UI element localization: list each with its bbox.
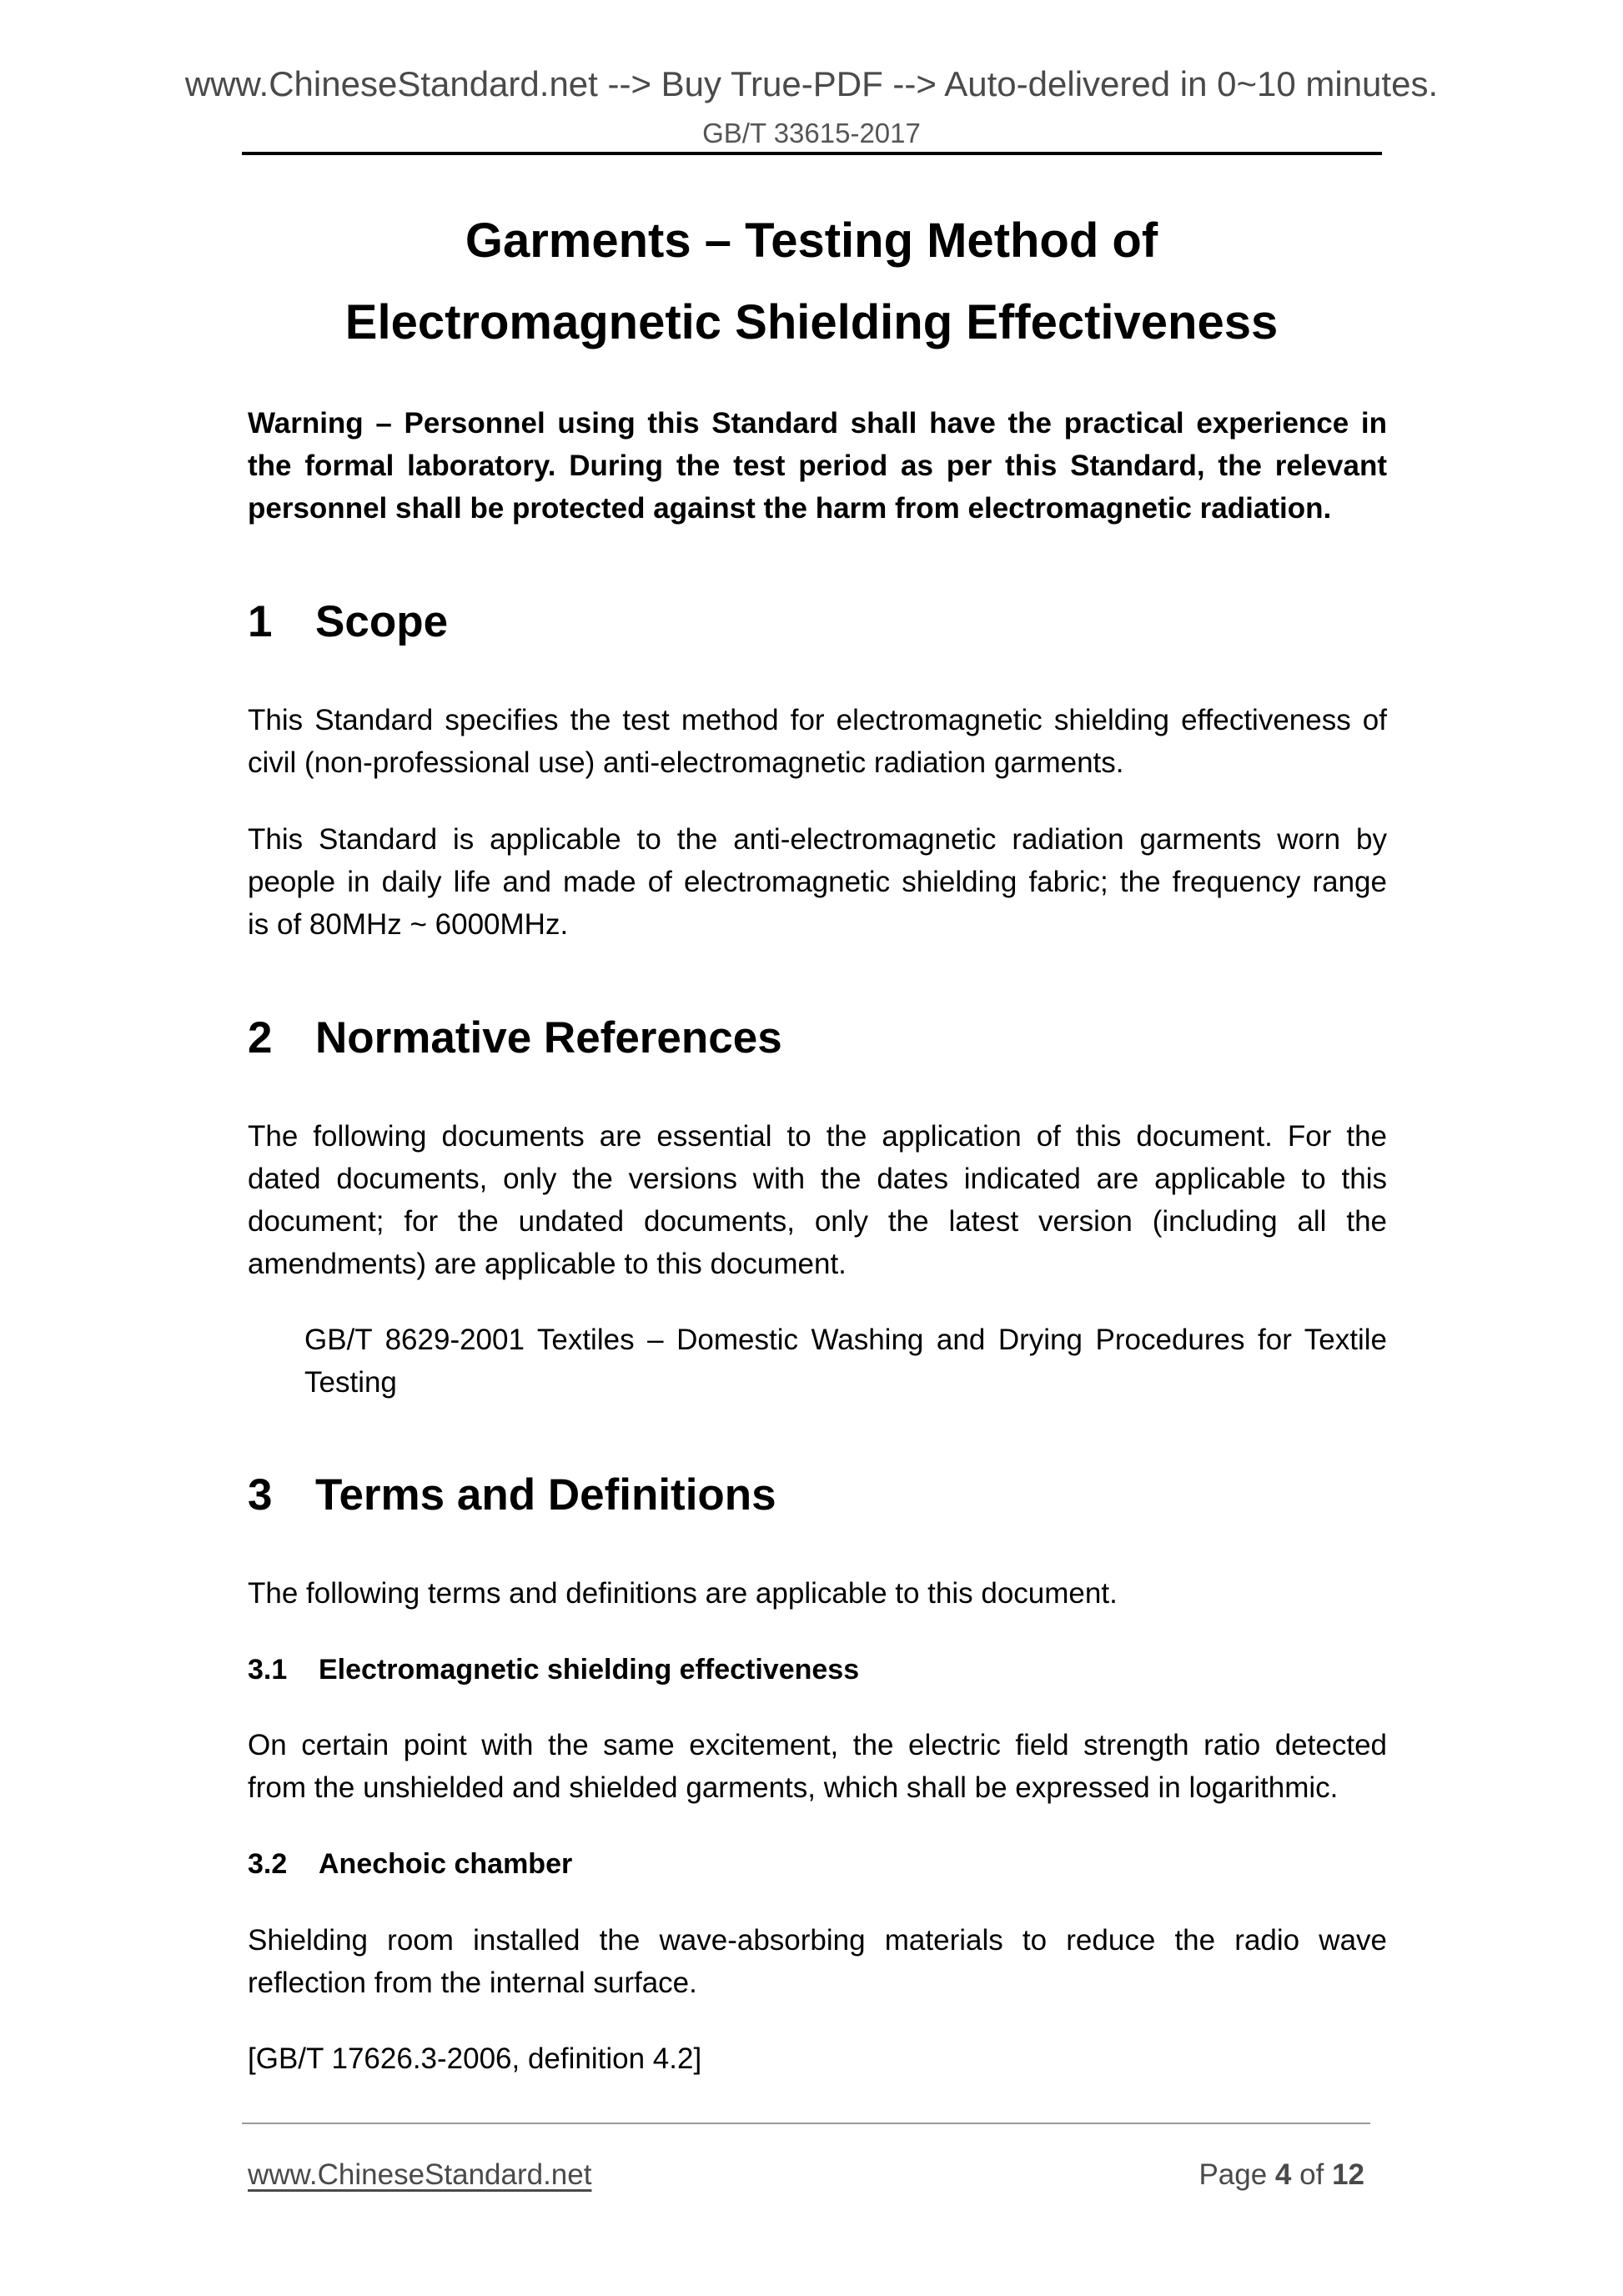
section-heading: Normative References (315, 1013, 782, 1063)
standard-code: GB/T 33615-2017 (702, 118, 921, 148)
warning-line: Warning – Personnel using this Standard shall have the practical experience in (248, 407, 1387, 440)
definition-source: [GB/T 17626.3-2006, definition 4.2] (248, 2042, 702, 2075)
paragraph-line: civil (non-professional use) anti-electromagnetic radiation garments. (248, 746, 1124, 779)
paragraph-line: dated documents, only the versions with the dates indicated are applicable to this (248, 1163, 1387, 1195)
paragraph-line: amendments) are applicable to this document. (248, 1248, 847, 1280)
section-heading: Scope (315, 597, 449, 646)
warning-line: the formal laboratory. During the test period as per this Standard, the relevant (248, 450, 1387, 482)
definition-line: from the unshielded and shielded garments, which shall be expressed in logarithmic. (248, 1771, 1339, 1804)
page-prefix: Page (1198, 2158, 1268, 2191)
paragraph-line: The following terms and definitions are applicable to this document. (248, 1577, 1118, 1610)
subsection-number: 3.1 (248, 1654, 288, 1686)
reference-line: GB/T 8629-2001 Textiles – Domestic Washing and Drying Procedures for Textile (304, 1324, 1387, 1356)
warning-line: personnel shall be protected against the harm from electromagnetic radiation. (248, 492, 1332, 525)
definition-line: reflection from the internal surface. (248, 1967, 697, 1999)
definition-line: Shielding room installed the wave-absorbing materials to reduce the radio wave (248, 1924, 1387, 1957)
footer-website-link[interactable]: www.ChineseStandard.net (248, 2158, 592, 2191)
paragraph-line: This Standard specifies the test method for electromagnetic shielding effectiveness of (248, 704, 1387, 736)
document-title-line-1: Garments – Testing Method of (465, 214, 1158, 268)
section-number: 1 (248, 597, 273, 646)
subsection-number: 3.2 (248, 1848, 288, 1880)
paragraph-line: people in daily life and made of electromagnetic shielding fabric; the frequency range (248, 866, 1387, 898)
paragraph-line: document; for the undated documents, only the latest version (including all the (248, 1205, 1387, 1238)
page-current: 4 (1274, 2158, 1292, 2191)
section-heading: Terms and Definitions (315, 1470, 776, 1520)
page-of: of (1299, 2158, 1324, 2191)
header-divider (242, 152, 1382, 155)
subsection-heading: Anechoic chamber (319, 1848, 573, 1880)
footer-divider (242, 2123, 1370, 2124)
subsection-heading: Electromagnetic shielding effectiveness (319, 1654, 860, 1686)
document-title-line-2: Electromagnetic Shielding Effectiveness (344, 295, 1279, 349)
section-number: 2 (248, 1013, 273, 1063)
paragraph-line: This Standard is applicable to the anti-electromagnetic radiation garments worn by (248, 823, 1387, 856)
definition-line: On certain point with the same excitement, the electric field strength ratio detected (248, 1729, 1387, 1761)
page-indicator (1198, 2158, 1364, 2193)
reference-line: Testing (304, 1366, 397, 1399)
section-number: 3 (248, 1470, 273, 1520)
page-total: 12 (1332, 2158, 1364, 2191)
header-banner: www.ChineseStandard.net --> Buy True-PDF --> Auto-delivered in 0~10 minutes. (184, 64, 1439, 103)
paragraph-line: is of 80MHz ~ 6000MHz. (248, 908, 569, 941)
paragraph-line: The following documents are essential to the application of this document. For the (248, 1120, 1387, 1153)
